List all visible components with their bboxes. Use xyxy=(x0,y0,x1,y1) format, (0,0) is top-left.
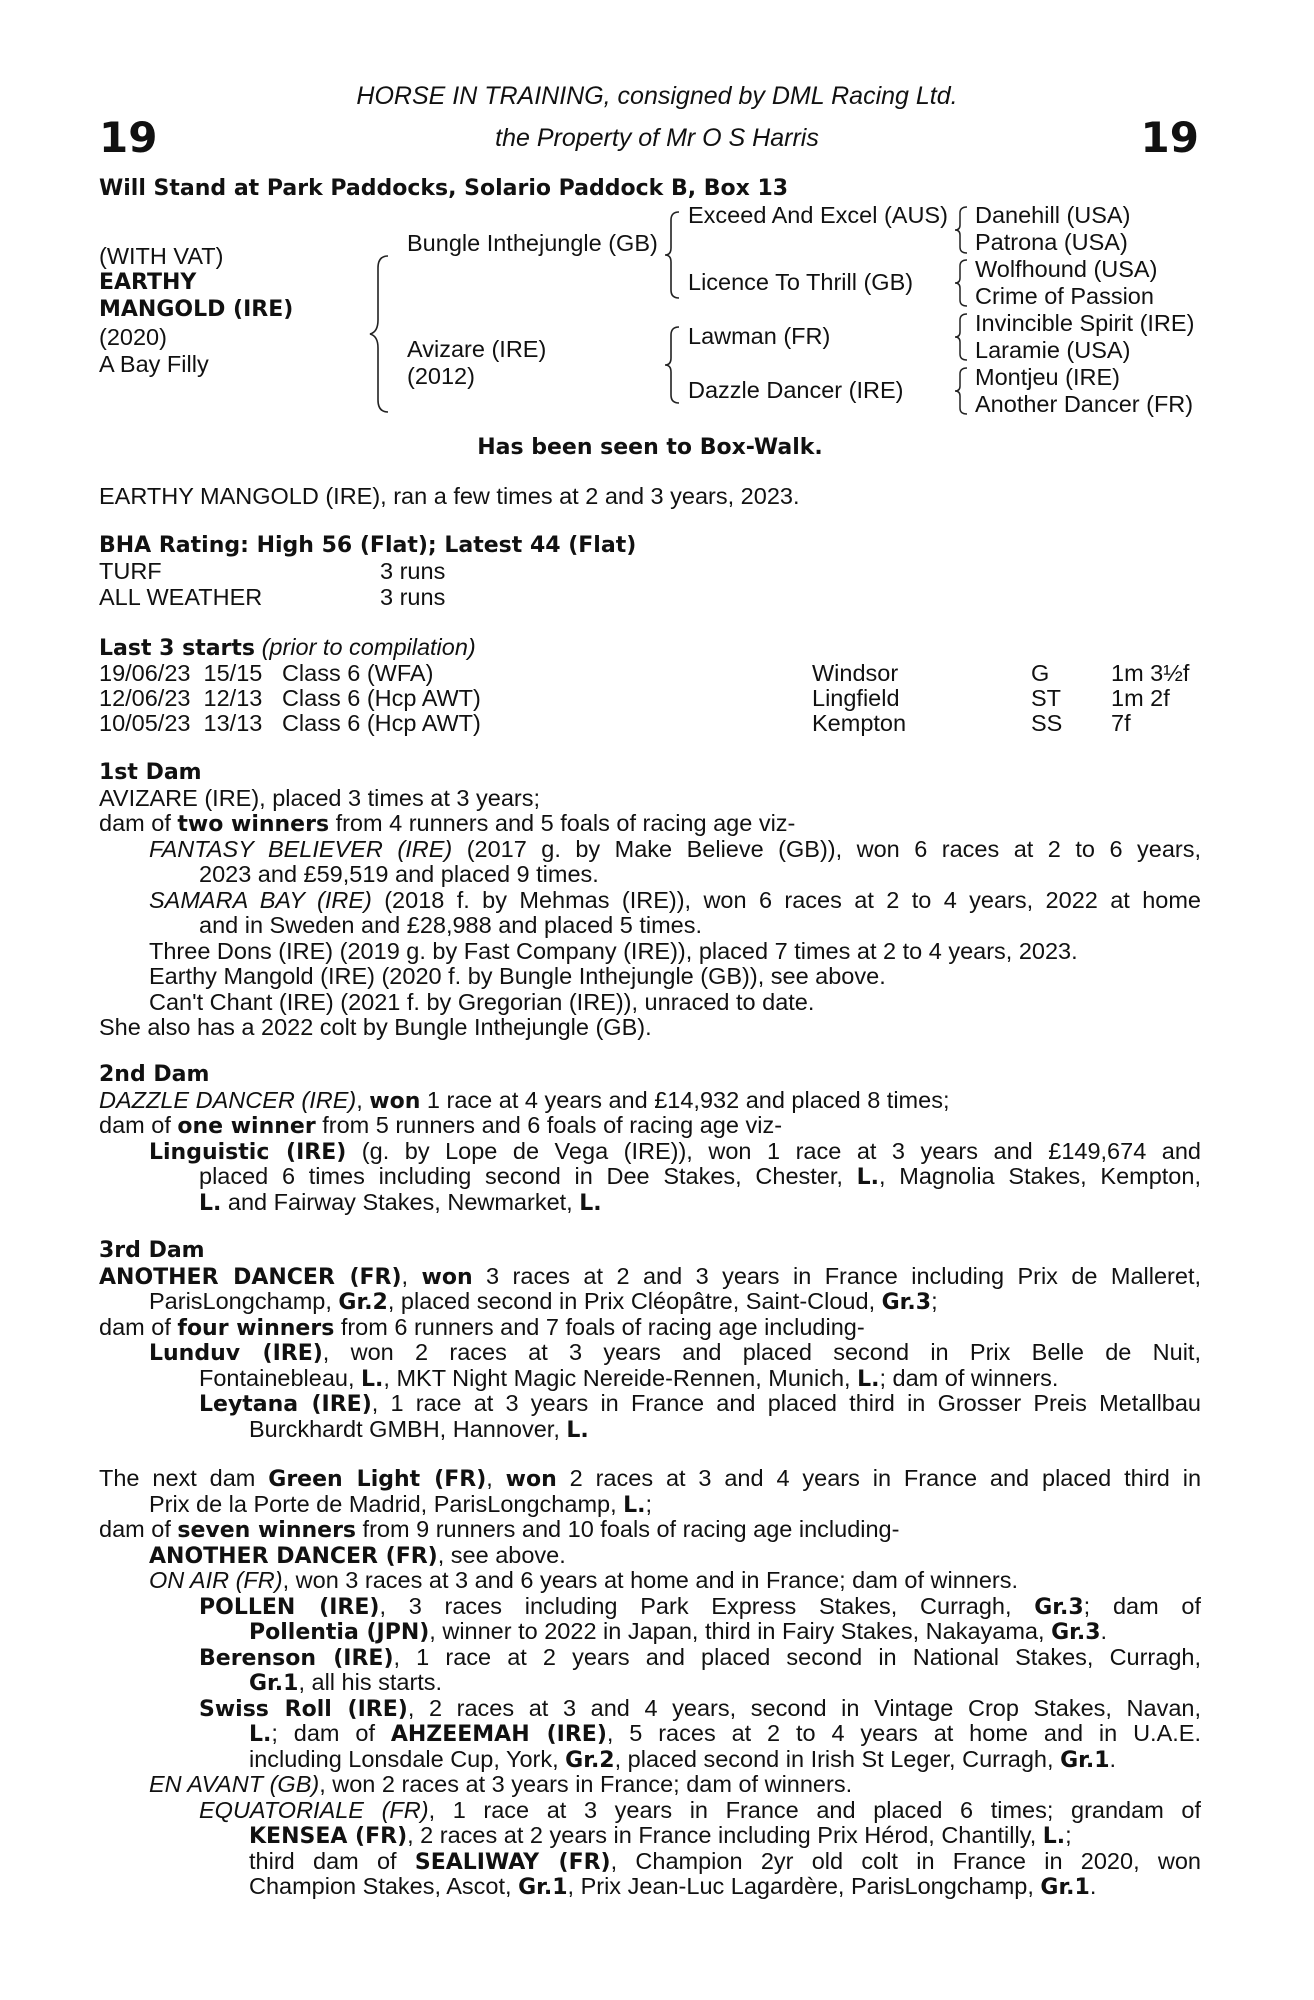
dam-record: AVIZARE (IRE), placed 3 times at 3 years; xyxy=(99,784,540,811)
dam-record: The next dam Green Light (FR), won 2 races at 3 and 4 years in France and placed third in xyxy=(99,1466,1201,1492)
produce-entry-cont: Champion Stakes, Ascot, Gr.1, Prix Jean-Luc Lagardère, ParisLongchamp, Gr.1. xyxy=(249,1873,1097,1900)
race-summary: EARTHY MANGOLD (IRE), ran a few times at 2 and 3 years, 2023. xyxy=(99,483,800,509)
sire-sire: Exceed And Excel (AUS) xyxy=(688,202,948,228)
last-starts-heading xyxy=(99,635,476,662)
produce-entry: Lunduv (IRE), won 2 races at 3 years and placed second in Prix Belle de Nuit, xyxy=(149,1340,1201,1366)
produce-entry: POLLEN (IRE), 3 races including Park Express Stakes, Curragh, Gr.3; dam of xyxy=(199,1593,1201,1619)
start-race: Class 6 (WFA) xyxy=(281,660,434,686)
produce-entry: Berenson (IRE), 1 race at 2 years and placed second in National Stakes, Curragh, xyxy=(199,1644,1201,1670)
dam-record: DAZZLE DANCER (IRE), won 1 race at 4 years and £14,932 and placed 8 times; xyxy=(99,1086,950,1114)
start-course: Windsor xyxy=(812,660,899,686)
sire-sire-sire: Danehill (USA) xyxy=(975,202,1131,228)
start-race: Class 6 (Hcp AWT) xyxy=(281,685,481,711)
horse-name-line2: MANGOLD (IRE) xyxy=(99,297,294,322)
bha-rating: BHA Rating: High 56 (Flat); Latest 44 (Flat) xyxy=(99,533,637,558)
sire-sire-dam: Patrona (USA) xyxy=(975,229,1128,255)
start-course: Lingfield xyxy=(812,685,900,711)
last-starts-note: (prior to compilation) xyxy=(261,634,476,660)
dam-dam-dam: Another Dancer (FR) xyxy=(975,391,1194,417)
produce-entry: ANOTHER DANCER (FR), see above. xyxy=(149,1541,566,1569)
dam-record-cont: Prix de la Porte de Madrid, ParisLongchamp, L.; xyxy=(149,1490,653,1518)
produce-entry: Swiss Roll (IRE), 2 races at 3 and 4 years, second in Vintage Crop Stakes, Navan, xyxy=(199,1695,1201,1721)
pedigree-brace-3a xyxy=(953,205,969,255)
sire-dam: Licence To Thrill (GB) xyxy=(688,269,914,295)
produce-entry-cont: Burckhardt GMBH, Hannover, L. xyxy=(249,1415,589,1443)
dam-produce-summary: dam of one winner from 5 runners and 6 foals of racing age viz- xyxy=(99,1112,783,1139)
surface-label: TURF xyxy=(99,558,162,584)
produce-entry-cont: KENSEA (FR), 2 races at 2 years in France including Prix Hérod, Chantilly, L.; xyxy=(249,1822,1072,1849)
produce-entry: FANTASY BELIEVER (IRE) (2017 g. by Make Believe (GB)), won 6 races at 2 to 6 years, xyxy=(149,836,1201,862)
dam-produce-summary: dam of two winners from 4 runners and 5 foals of racing age viz- xyxy=(99,810,796,837)
surface-runs: 3 runs xyxy=(380,584,446,610)
produce-entry: SAMARA BAY (IRE) (2018 f. by Mehmas (IRE)), won 6 races at 2 to 4 years, 2022 at home xyxy=(149,887,1201,913)
start-distance: 7f xyxy=(1111,710,1131,736)
start-row xyxy=(99,686,481,712)
surface-runs: 3 runs xyxy=(380,558,446,584)
dam-record-cont: ParisLongchamp, Gr.2, placed second in Prix Cléopâtre, Saint-Cloud, Gr.3; xyxy=(149,1288,938,1315)
produce-entry-cont: including Lonsdale Cup, York, Gr.2, placed second in Irish St Leger, Curragh, Gr.1. xyxy=(249,1745,1117,1773)
start-date: 19/06/23 xyxy=(99,660,191,686)
produce-entry-cont: 2023 and £59,519 and placed 9 times. xyxy=(199,861,599,887)
section-heading: 3rd Dam xyxy=(99,1238,205,1263)
section-heading: 1st Dam xyxy=(99,760,202,785)
pedigree-brace-3d xyxy=(953,366,969,416)
pedigree-brace-dam xyxy=(663,325,681,405)
start-date: 12/06/23 xyxy=(99,685,191,711)
start-going: ST xyxy=(1031,685,1062,711)
produce-entry-cont: L. and Fairway Stakes, Newmarket, L. xyxy=(199,1188,602,1216)
dam-sire: Lawman (FR) xyxy=(688,323,831,349)
start-going: SS xyxy=(1031,710,1063,736)
start-date: 10/05/23 xyxy=(99,710,191,736)
produce-entry: ON AIR (FR), won 3 races at 3 and 6 years at home and in France; dam of winners. xyxy=(149,1567,1019,1593)
dam-year: (2012) xyxy=(407,363,475,389)
dam-foal-note: She also has a 2022 colt by Bungle Inthejungle (GB). xyxy=(99,1014,652,1040)
dam-dam-sire: Montjeu (IRE) xyxy=(975,364,1120,390)
start-position: 13/13 xyxy=(203,710,263,736)
first-dam-section xyxy=(99,760,1201,1041)
lot-number-right: 19 xyxy=(1140,113,1199,162)
last-starts-title: Last 3 starts xyxy=(99,636,256,661)
consignor-line: HORSE IN TRAINING, consigned by DML Racing Ltd. xyxy=(356,82,958,110)
produce-entry-cont: placed 6 times including second in Dee Stakes, Chester, L., Magnolia Stakes, Kempton, xyxy=(199,1164,1201,1190)
start-race: Class 6 (Hcp AWT) xyxy=(281,710,481,736)
produce-entry: Earthy Mangold (IRE) (2020 f. by Bungle Inthejungle (GB)), see above. xyxy=(149,963,886,989)
start-course: Kempton xyxy=(812,710,907,736)
start-distance: 1m 2f xyxy=(1111,685,1170,711)
box-walk-notice: Has been seen to Box-Walk. xyxy=(477,435,823,460)
dam-name: Avizare (IRE) xyxy=(407,336,547,362)
horse-name-line1: EARTHY xyxy=(99,270,197,295)
produce-entry: EQUATORIALE (FR), 1 race at 3 years in France and placed 6 times; grandam of xyxy=(199,1797,1201,1823)
stand-location: Will Stand at Park Paddocks, Solario Paddock B, Box 13 xyxy=(99,176,789,201)
foaling-year: (2020) xyxy=(99,324,167,350)
owner-line: the Property of Mr O S Harris xyxy=(495,124,819,152)
produce-entry: Can't Chant (IRE) (2021 f. by Gregorian (IRE)), unraced to date. xyxy=(149,988,815,1015)
start-position: 12/13 xyxy=(203,685,263,711)
produce-entry-cont: Pollentia (JPN), winner to 2022 in Japan, third in Fairy Stakes, Nakayama, Gr.3. xyxy=(249,1618,1108,1645)
produce-entry: Three Dons (IRE) (2019 g. by Fast Company (IRE)), placed 7 times at 2 to 4 years, 2023. xyxy=(149,937,1078,964)
sire-dam-sire: Wolfhound (USA) xyxy=(975,256,1158,282)
start-row xyxy=(99,711,481,737)
produce-entry: EN AVANT (GB), won 2 races at 3 years in France; dam of winners. xyxy=(149,1771,853,1797)
horse-description: A Bay Filly xyxy=(99,351,209,377)
dam-produce-summary: dam of seven winners from 9 runners and 10 foals of racing age including- xyxy=(99,1516,900,1543)
vat-label: (WITH VAT) xyxy=(99,243,224,269)
surface-row xyxy=(99,559,445,585)
surface-label: ALL WEATHER xyxy=(99,584,263,610)
section-heading: 2nd Dam xyxy=(99,1062,210,1087)
produce-entry: Linguistic (IRE) (g. by Lope de Vega (IRE)), won 1 race at 3 years and £149,674 and xyxy=(149,1138,1201,1164)
start-going: G xyxy=(1031,660,1050,686)
lot-number-left: 19 xyxy=(99,113,158,162)
start-distance: 1m 3½f xyxy=(1111,660,1190,686)
produce-entry-cont: Gr.1, all his starts. xyxy=(249,1669,443,1696)
second-dam-section xyxy=(99,1062,1201,1215)
produce-entry: Leytana (IRE), 1 race at 3 years in France and placed third in Grosser Preis Metallbau xyxy=(199,1391,1201,1417)
pedigree-brace-sire xyxy=(663,210,681,300)
third-dam-section xyxy=(99,1238,1201,1442)
surface-row xyxy=(99,585,445,611)
next-dam-section xyxy=(99,1466,1201,1900)
pedigree-brace-3b xyxy=(953,258,969,308)
start-position: 15/15 xyxy=(203,660,263,686)
produce-entry-cont: and in Sweden and £28,988 and placed 5 times. xyxy=(199,912,703,938)
dam-record: ANOTHER DANCER (FR), won 3 races at 2 and 3 years in France including Prix de Malleret, xyxy=(99,1263,1201,1289)
pedigree-brace-3c xyxy=(953,312,969,362)
sire-name: Bungle Inthejungle (GB) xyxy=(407,230,658,256)
dam-produce-summary: dam of four winners from 6 runners and 7 foals of racing age including- xyxy=(99,1313,865,1341)
sire-dam-dam: Crime of Passion xyxy=(975,283,1154,309)
dam-sire-sire: Invincible Spirit (IRE) xyxy=(975,310,1195,336)
produce-entry-cont: third dam of SEALIWAY (FR), Champion 2yr old colt in France in 2020, won xyxy=(249,1848,1201,1874)
dam-sire-dam: Laramie (USA) xyxy=(975,337,1131,363)
produce-entry-cont: L.; dam of AHZEEMAH (IRE), 5 races at 2 to 4 years at home and in U.A.E. xyxy=(249,1721,1201,1747)
pedigree-brace-main xyxy=(368,254,392,414)
dam-dam: Dazzle Dancer (IRE) xyxy=(688,377,904,403)
produce-entry-cont: Fontainebleau, L., MKT Night Magic Nereide-Rennen, Munich, L.; dam of winners. xyxy=(199,1364,1059,1392)
start-row xyxy=(99,661,433,687)
